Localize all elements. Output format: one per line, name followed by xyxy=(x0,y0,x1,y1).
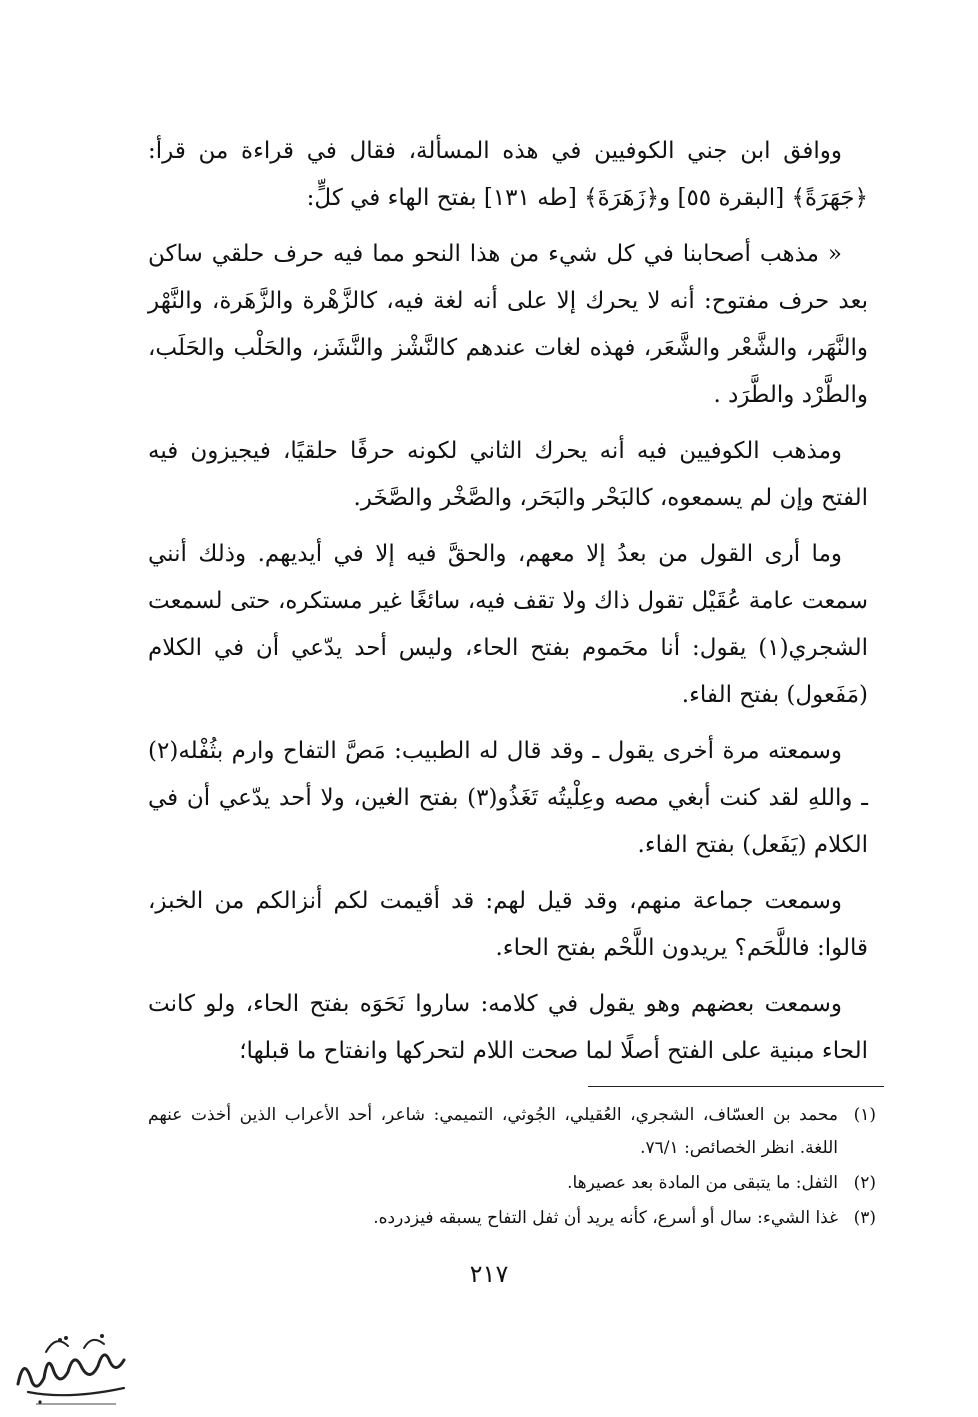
footnote-number: (٣) xyxy=(853,1208,876,1228)
paragraph-7: وسمعت بعضهم وهو يقول في كلامه: ساروا نَحَوَه بفتح الحاء، ولو كانت الحاء مبنية على الفتح أصلًا لما صحت اللام لتحركها وانفتاح ما قبلها؛ xyxy=(148,991,868,1064)
footnote-2 xyxy=(148,1167,876,1200)
footnotes xyxy=(148,1099,876,1237)
paragraph-6: وسمعت جماعة منهم، وقد قيل لهم: قد أقيمت لكم أنزالكم من الخبز، قالوا: فاللَّحَم؟ يريدون اللَّحْم بفتح الحاء. xyxy=(148,888,868,961)
footnote-text: غذا الشيء: سال أو أسرع، كأنه يريد أن ثفل التفاح يسبقه فيزدرده. xyxy=(373,1208,838,1228)
footnote-text: الثفل: ما يتبقى من المادة بعد عصيرها. xyxy=(567,1173,838,1193)
paragraph-2-quote: « مذهب أصحابنا في كل شيء من هذا النحو مما فيه حرف حلقي ساكن بعد حرف مفتوح: أنه لا يحرك إلا على أنه لغة فيه، كالزَّهْرة والزَّهَرة، والنَّهْر والنَّهَر، والشَّعْر والشَّعَر، فهذه لغات عندهم كالنَّشْز والنَّشَز، والحَلْب والحَلَب، والطَّرْد والطَّرَد . xyxy=(148,241,868,408)
paragraph-1: ووافق ابن جني الكوفيين في هذه المسألة، فقال في قراءة من قرأ: ﴿جَهَرَةً﴾ [البقرة ٥٥] و﴿زَهَرَةَ﴾ [طه ١٣١] بفتح الهاء في كلٍّ: xyxy=(148,138,868,211)
main-text xyxy=(148,128,868,1084)
footnote-number: (١) xyxy=(853,1105,876,1125)
footnote-separator xyxy=(588,1086,884,1087)
paragraph-3: ومذهب الكوفيين فيه أنه يحرك الثاني لكونه حرفًا حلقيًا، فيجيزون فيه الفتح وإن لم يسمعوه، كالبَحْر والبَحَر، والصَّخْر والصَّخَر. xyxy=(148,438,868,511)
footnote-1 xyxy=(148,1099,876,1165)
paragraph-5: وسمعته مرة أخرى يقول ـ وقد قال له الطبيب: مَصَّ التفاح وارم بثُفْله(٢) ـ واللهِ لقد كنت أبغي مصه وعِلْيتُه تَغَذُو(٣) بفتح الغين، ولا أحد يدّعي أن في الكلام (يَفَعل) بفتح الفاء. xyxy=(148,738,868,858)
page-number: ٢١٧ xyxy=(469,1260,509,1288)
paragraph-4: وما أرى القول من بعدُ إلا معهم، والحقَّ فيه إلا في أيديهم. وذلك أنني سمعت عامة عُقَيْل تقول ذاك ولا تقف فيه، سائغًا غير مستكره، حتى لسمعت الشجري(١) يقول: أنا محَموم بفتح الحاء، وليس أحد يدّعي أن في الكلام (مَفَعول) بفتح الفاء. xyxy=(148,541,868,708)
footnote-3 xyxy=(148,1202,876,1235)
footnote-text: محمد بن العسّاف، الشجري، العُقيلي، الجُوثي، التميمي: شاعر، أحد الأعراب الذين أخذت عنهم اللغة. انظر الخصائص: ٧٦/١. xyxy=(148,1105,838,1158)
footnote-number: (٢) xyxy=(853,1173,876,1193)
publisher-logo xyxy=(6,1322,146,1412)
